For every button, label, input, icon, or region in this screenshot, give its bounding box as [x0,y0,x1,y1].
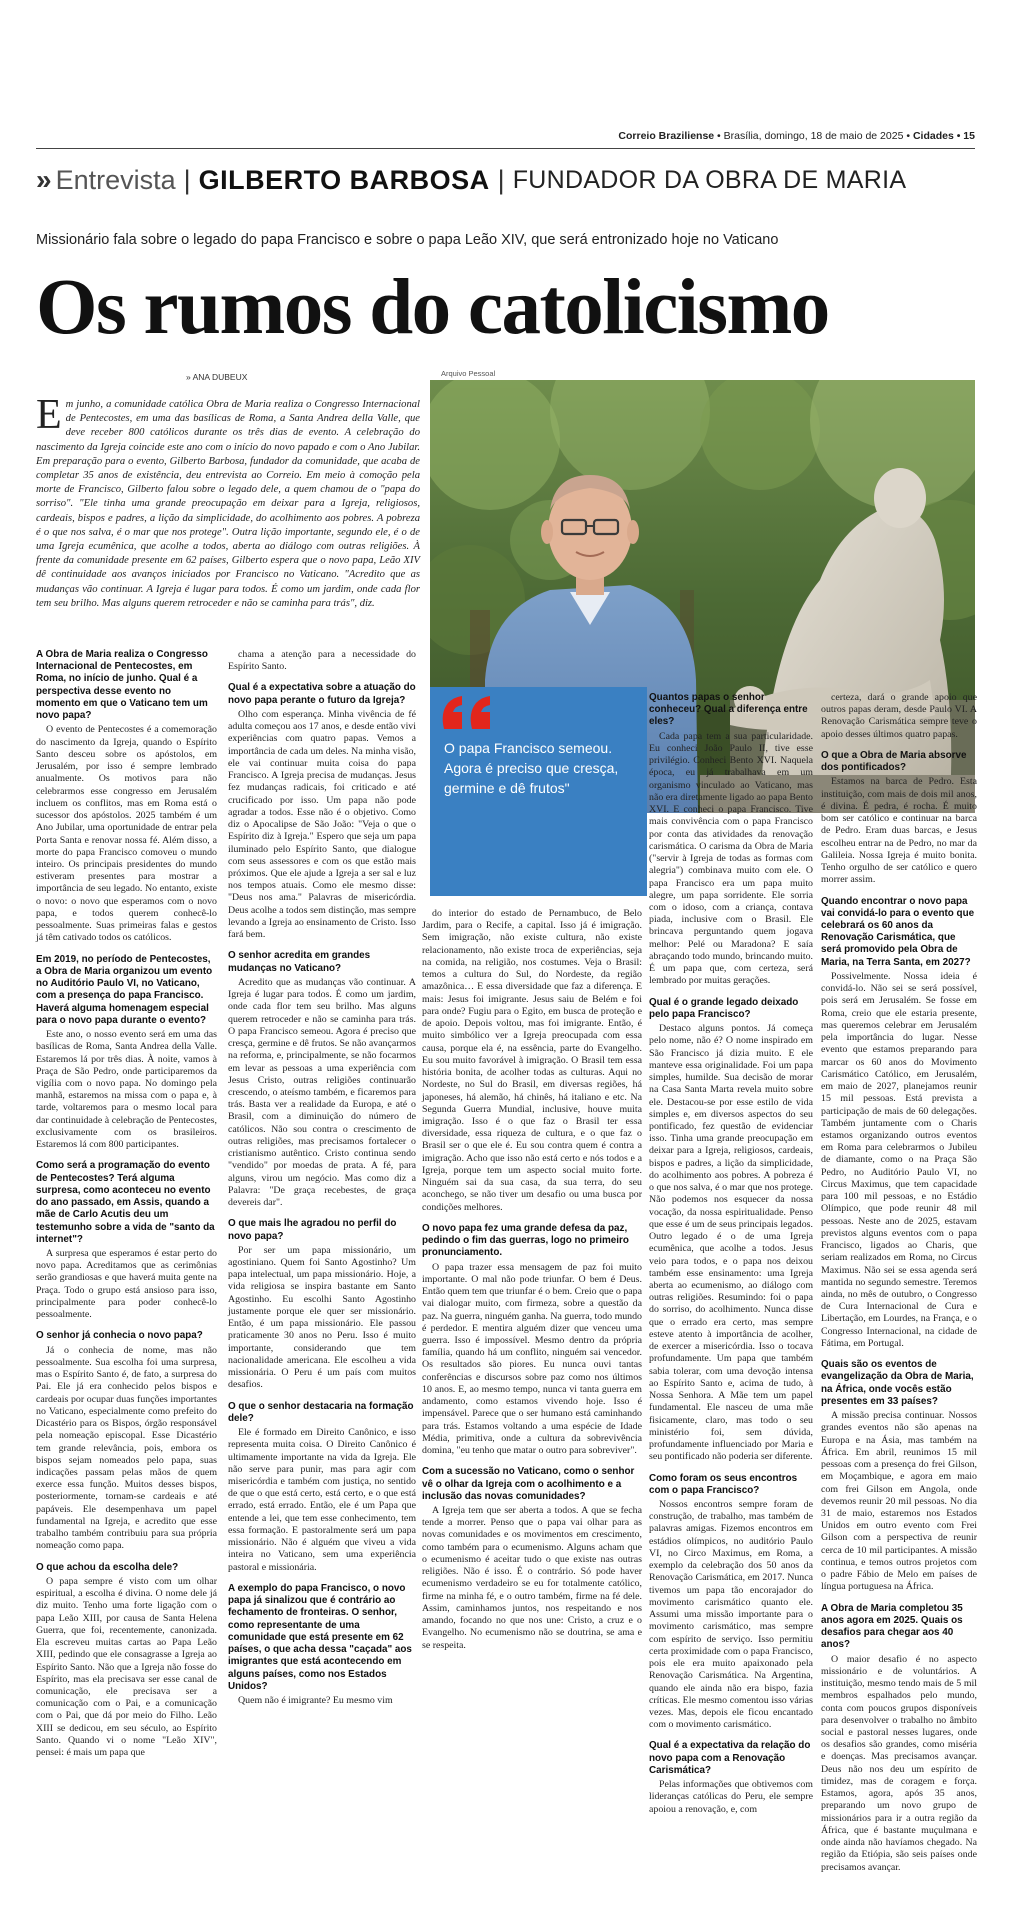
interview-question: A exemplo do papa Francisco, o novo papa já sinalizou que é contrário ao fechamento de fronteiras. O senhor, como representante de uma comunidade que está presente em 62 países, o que acha dessa "caçada" aos imigrantes que está acontecendo em alguns países, como nos Estados Unidos? [228,1582,412,1692]
interview-question: A Obra de Maria realiza o Congresso Internacional de Pentecostes, em Roma, no início de junho. Qual é a perspectiva desse evento no momento em que o Vaticano tem um novo papa? [36,649,208,722]
section-line [36,161,906,199]
interview-answer: certeza, dará o grande apoio que outros papas deram, desde Paulo VI. A Renovação Carismática sempre teve o apoio desses últimos quatro papas. [821,692,977,740]
quote-mark-icon [438,693,498,733]
section-kicker: Entrevista [55,164,176,195]
drop-cap: E [36,392,62,438]
interview-answer: Pelas informações que obtivemos com lideranças católicas do Peru, ele sempre apoiou a renovação, e, com [649,1779,813,1815]
lead-text: m junho, a comunidade católica Obra de Maria realiza o Congresso Internacional de Pentecostes, em uma das basílicas de Roma, a Santa Andrea della Valle, que deve receber 800 católicos durante os três dias de evento. A celebração do nascimento da Igreja coincide este ano com o início do novo papado e com o Ano Jubilar. Em preparação para o evento, Gilberto Barbosa, fundador da comunidade, que acaba de completar 35 anos de existência, deu entrevista ao Correio. Em meio à comoção pela morte de Francisco, Gilberto falou sobre o legado dele, a quem chamou de o "papa do sorriso". "Ele tinha uma grande preocupação em deixar para a Igreja, religiosos, cardeais, bispos e padres, a lição da simplicidade, do acolhimento aos pobres. A pobreza é o que nos salva, é o mar que nos protege". Outra lição importante, segundo ele, é o de uma Igreja ecumênica, que acolhe a todos, aberta ao diálogo com outras religiões. À frente da comunidade presente em 62 países, Gilberto espera que o novo papa, Leão XIV dê continuidade aos avanços iniciados por Francisco no Vaticano. "Acredito que as mudanças vão continuar. A Igreja é lugar para todos. É como um jardim, onde cada flor tem seu brilho. Mas alguns querem retroceder e não se caminha para trás", diz. [36,399,420,609]
body-column-1 [36,649,217,1759]
interview-question: O senhor acredita em grandes mudanças no Vaticano? [228,950,371,974]
interview-question: Quando encontrar o novo papa vai convidá-lo para o evento que celebrará os 60 anos da Renovação Carismática, que será promovido pela Obra de Maria, na Terra Santa, em 2027? [821,895,975,968]
interview-answer: Por ser um papa missionário, um agostiniano. Quem foi Santo Agostinho? Um papa intelectual, um papa missionário. Hoje, a vida religiosa se inspira bastante em Santo Agostinho. Eu escolhi Santo Agostinho justamente porque ele quer ser missionário. Então, é um papa missionário. Ele passou praticamente 30 anos no Peru. Isso é muito importante, considerando que tem nacionalidade americana. Ele escolheu a vida missionária. O Peru é um país com muitos desafios. [228,1244,416,1391]
interview-answer: Quem não é imigrante? Eu mesmo vim [238,1694,393,1706]
headline: Os rumos do catolicismo [36,264,829,351]
interview-question: Como será a programação do evento de Pentecostes? Terá alguma surpresa, como aconteceu no evento do ano passado, em Assis, quando a mãe de Carlo Acutis deu um testemunho sobre a vida de "santo da internet"? [36,1160,215,1245]
interview-answer: Este ano, o nosso evento será em uma das basílicas de Roma, Santa Andrea della Valle. Estaremos lá por três dias. À noite, vamos à Praça de São Pedro, onde participaremos da vigília com o novo papa. No domingo pela manhã, estaremos na missa com o papa e, à tarde, voltaremos para o mesmo local para dar continuidade à celebração de Pentecostes, exclusivamente com os brasileiros. Estaremos lá com 800 participantes. [36,1029,217,1151]
byline: » ANA DUBEUX [186,372,248,382]
interview-answer: chama a atenção para a necessidade do Espírito Santo. [228,649,416,673]
body-column-2 [228,649,416,1707]
page-number: • 15 [953,130,975,142]
running-head [618,130,975,142]
interview-answer: Acredito que as mudanças vão continuar. A Igreja é lugar para todos. É como um jardim, onde cada flor tem seu brilho. Mas alguns querem retroceder e não se caminha para trás. O papa Francisco semeou. Agora é preciso que cresça, germine e dê frutos. Se não avançarmos na reforma, e, principalmente, se não focarmos em levar as pessoas a uma experiência com Jesus Cristo, outras religiões continuarão crescendo, o ateísmo também, e ficaremos para trás. Basta ver a realidade da Europa, e até o Brasil, com a diminuição do número de católicos. Não sou contra o crescimento de outras religiões, mas precisamos fortalecer o cristianismo autêntico. Cristo continua sendo "vendido" por moedas de prata. A fé, para alguns, virou um negócio. Mas como diz a Palavra: "De graça recebestes, de graça devereis dar". [228,976,416,1209]
interview-answer: Possivelmente. Nossa ideia é convidá-lo. Não sei se será possível, pois será em Jerusalém. Se fosse em Roma, creio que ele estaria presente, mas queremos celebrar em Jerusalém pela importância do lugar. Nesse evento que estamos preparando para marcar os 60 anos do Movimento Carismático Católico, em Jerusalém, em maio de 2027, planejamos reunir 15 mil pessoas. Está prevista a participação de mais de 60 delegações. Também juntamente com o Charis estamos organizando outros eventos em Roma para celebrarmos o Jubileu de diamante, como o na Praça São Pedro, no Auditório Paulo VI, no Circus Maximus, que tem capacidade para 100 mil pessoas, e no Estádio Olímpico, que pode reunir 48 mil pessoas. Neste ano de 2025, estavam previstos alguns eventos com o papa Francisco, ligados ao Charis, que seriam realizados em Roma, no Circus Maximus. Não sei se essa agenda será mantida no segundo semestre. Teremos ainda, no mês de outubro, o Congresso de Cura Internacional de Cura e Libertação, em Lourdes, na França, e o Congresso Internacional, na cidade de Fátima, em Portugal. [821,970,977,1349]
interview-answer: O papa trazer essa mensagem de paz foi muito importante. O mal não pode triunfar. O bem é Deus. Então quem tem que triunfar é o bem. Creio que o papa vai dialogar muito, com firmeza, sobre a questão da paz. Na guerra, ninguém ganha. Na guerra, todo mundo é perdedor. E mentira alguém dizer que venceu uma guerra. Isso é impossível. Mesmo dentro da própria família, quando há um conflito, ninguém sai vencedor. Os resultados são piores. Eu nunca ouvi tantas conferências e discursos sobre paz como nos últimos 10 anos. E, ao mesmo tempo, nunca vi tanta guerra em andamento, como estamos vivendo hoje. Isso é impensável. Parece que o ser humano está caminhando para trás. Estamos voltando a uma espécie de Idade Média, primitiva, onde a cultura da sobrevivência domina, "eu tenho que matar o outro para sobreviver". [422,1261,642,1457]
interview-question: O que achou da escolha dele? [36,1561,179,1573]
interviewee-name: GILBERTO BARBOSA [198,164,490,195]
interview-question: O senhor já conhecia o novo papa? [36,1330,203,1342]
interview-answer: O maior desafio é no aspecto missionário e de voluntários. A instituição, mesmo tendo mais de 5 mil membros espalhados pelo mundo, conta com poucos grupos disponíveis para desenvolver o trabalho no âmbito social e pastoral nesses lugares, onde os desafios são grandes, como miséria e doenças. Mas precisamos avançar. Deus não nos deu um espírito de timidez, mas de coragem e força. Estamos, agora, após 35 anos, preparando um novo grupo de missionários para ir a outra região da África, que é bastante muçulmana e onde ainda não havíamos chegado. Na região da Etiópia, são seis países onde precisamos avançar. [821,1653,977,1873]
section-arrow-icon: » [36,164,46,195]
body-column-4 [649,692,813,1816]
section-name: Cidades [912,130,954,142]
newspaper-name: Correio Braziliense [618,130,715,142]
interview-answer: O evento de Pentecostes é a comemoração do nascimento da Igreja, quando o Espírito Santo desceu sobre os apóstolos, em Jerusalém, por isso é sempre lembrado anualmente. Os motivos para não celebrarmos esse congresso em Jerusalém incluem os conflitos, mas em Roma está o sucessor dos apóstolos. 2025 também é um Ano Jubilar, uma oportunidade de entrar pela Porta Santa e renovar nossa fé. Além disso, a morte do papa Francisco comoveu o mundo inteiro. Os principais presidentes do mundo estiveram presentes para mostrar a importância de seu legado. No entanto, existe o novo: o novo que esperamos com o novo papa, e todos querem conhecê-lo pessoalmente. Suas primeiras falas e gestos já têm cativado todos os católicos. [36,724,217,944]
interview-answer: Destaco alguns pontos. Já começa pelo nome, não é? O nome inspirado em São Francisco já dizia muito. E ele manteve essa originalidade. Foi um papa simples, humilde. Sua decisão de morar na Casa Santa Marta revela muito sobre ele. Destacou-se por esse estilo de vida simples e, em diversos aspectos do seu pontificado, fez questão de evidenciar isso. Tinha uma grande preocupação em deixar para a Igreja, religiosos, cardeais, bispos e padres, a lição da simplicidade, do acolhimento aos pobres. A pobreza é o que nos salva, é o mar que nos protege. Não podemos nos esquecer da nossa vocação, da nossa espiritualidade. Penso que esse é um de seus principais legados. Outro legado é o de uma Igreja ecumênica, que acolhe a todos. Jesus veio para todos, e o papa nos deixou também esse ensinamento: uma Igreja aberta ao ecumenismo, ao diálogo com outras religiões. Resumindo: foi o papa do sorriso, do acolhimento. Nunca disse que o errado era certo, mas sempre esteve atento à importância de acolher, de exercer a misericórdia. Isso o tocava profundamente. Um papa que também sabia tolerar, com uma devoção intensa ao Espírito Santo e, acima de tudo, à Nossa Senhora. A Mãe tem um papel fundamental. Ele nasceu de uma mãe fisicamente, claro, mas todo o seu ministério foi, sem dúvida, profundamente influenciado por Maria e seu pontificado não poderia ser diferente. [649,1023,813,1463]
interview-answer: A surpresa que esperamos é estar perto do novo papa. Acreditamos que as cerimônias serão grandiosas e que haverá muita gente na Praça. Todo o grupo está ansioso para isso, principalmente para poder conhecê-lo pessoalmente. [36,1248,217,1321]
lead-paragraph [36,392,420,611]
interview-answer: A Igreja tem que ser aberta a todos. A que se fecha tende a morrer. Penso que o papa vai olhar para as novas comunidades e os movimentos em crescimento, como também para o ecumenismo. Alguns acham que o ecumenismo é aceitar tudo o que existe nas outras religiões. Não é isso. É o contrário. Só pode haver ecumenismo verdadeiro se eu for totalmente católico, firme na minha fé, e o outro também, firme na fé dele. Assim, caminhamos juntos, nos respeitando e nos amando, focando no que nos une: Cristo, a cruz e o Evangelho. No ecumenismo não se doutrina, se ama e se respeita. [422,1505,642,1651]
section-divider: | [183,164,191,195]
pull-quote [430,687,647,896]
interview-answer: A missão precisa continuar. Nossos grandes eventos não são apenas na Europa e na Ásia, mas também na África. Em abril, reunimos 15 mil pessoas com a presença do frei Gilson, em Moçambique, e agora em maio com frei Gilson em Angola, onde devemos reunir 20 mil pessoas. No dia 31 de maio, estaremos nos Estados Unidos em outro evento com Frei Gilson com a perspectiva de reunir cerca de 10 mil participantes. A missão continua, e temos outros projetos com o padre Fábio de Melo em países de língua portuguesa na África. [821,1410,977,1593]
interview-answer: Estamos na barca de Pedro. Esta instituição, com mais de dois mil anos, é divina. É pedra, é rocha. É muito bom ser católico e continuar na barca de Pedro. Eram duas barcas, e Jesus escolheu entrar na de Pedro, no mar da Galileia. Nossa Igreja é muito bonita. Tenho orgulho de ser católico e quero morrer assim. [821,776,977,886]
body-column-5 [821,692,977,1874]
interview-answer: Nossos encontros sempre foram de construção, de trabalho, mas também de palavras amigas. Fizemos encontros em estádios olímpicos, no auditório Paulo VI, no Circo Maximus, em Roma, a exemplo da celebração dos 50 anos da Renovação Carismática, em 2017. Nunca tivemos um papa tão encorajador do movimento carismático quanto ele. Assumi uma missão importante para o movimento carismático, mas sempre com espírito de serviço. Isso permitiu certa proximidade com o papa Francisco, pois ele era muito apaixonado pela Renovação Carismática. Na Argentina, quando ele ainda não era bispo, fazia críticas. Ele mesmo comentou isso várias vezes. Mas, depois ele ficou encantado com o movimento carismático. [649,1499,813,1731]
pull-quote-text: O papa Francisco semeou. Agora é preciso que cresça, germine e dê frutos" [444,740,619,796]
header-rule [36,148,975,149]
interview-question: Quantos papas o senhor conheceu? Qual a diferença entre eles? [649,692,808,728]
body-column-3 [422,908,642,1652]
interview-question: Qual é a expectativa sobre a atuação do novo papa perante o futuro da Igreja? [228,682,416,706]
interview-question: O que mais lhe agradou no perfil do novo papa? [228,1218,397,1242]
interviewee-role: FUNDADOR DA OBRA DE MARIA [512,165,907,194]
photo-credit: Arquivo Pessoal [441,369,496,378]
dateline: • Brasília, domingo, 18 de maio de 2025 • [714,130,913,142]
interview-question: O que a Obra de Maria absorve dos pontificados? [821,749,967,774]
interview-answer: Já o conhecia de nome, mas não pessoalmente. Sua escolha foi uma surpresa, mas o Espírito Santo é, de fato, a surpresa do Pai. Ele já era conhecido pelos bispos e cardeais por ocupar duas funções importantes no Vaticano, especialmente como prefeito do Dicastério para os Bispos, órgão responsável pela nomeação episcopal. Esse Dicastério tem grande relevância, pois, embora os bispos sejam nomeados pelo papa, suas indicações passam pelas mãos de quem exerce essa função. Muitos desses bispos, posteriormente, tornam-se cardeais e até papáveis. Ele desempenhava um papel fundamental na Igreja, e acredito que esse trabalho também contribuiu para sua própria nomeação como papa. [36,1344,217,1552]
interview-answer: do interior do estado de Pernambuco, de Belo Jardim, para o Recife, a capital. Isso já é imigração. Sem imigração, não existe cultura, não existe relacionamento, não existe troca de experiências, seja na comida, na religião, nos costumes. Veja o Brasil: temos a cultura do Sul, do Nordeste, da região amazônica… E essa diversidade que faz a diferença. E mais: Jesus foi imigrante. Jesus saiu de Belém e foi para onde? Fugiu para o Egito, em busca de proteção e de apoio. Depois voltou, mas foi imigrante. Então, é muito simbólico ver a Igreja preocupada com essa causa, porque ela é, na essência, parte do Evangelho. Eu sou muito favorável à imigração. O Brasil tem essa história bonita, de acolher todas as culturas. Aqui no Nordeste, no Sul do Brasil, em diversas regiões, há japoneses, há alemão, há chinês, há italiano e etc. Na Segunda Guerra Mundial, inclusive, houve muita imigração. Isso é o que faz o Brasil ter essa diversidade, essa riqueza de cultura, e o que faz o Brasil ser o que ele é. Eu sou contra quem é contra a imigração. Acho que isso não está certo e nós todos e a Igreja, porque tem um aspecto social muito forte. Ninguém sai da sua casa, da sua terra, do seu aconchego, se não tiver um desafio ou uma busca por condições melhores. [422,908,642,1213]
interview-question: O que o senhor destacaria na formação dele? [228,1400,414,1424]
interview-question: O novo papa fez uma grande defesa da paz, pedindo o fim das guerras, logo no primeiro pronunciamento. [422,1222,629,1259]
interview-answer: O papa sempre é visto com um olhar espiritual, a escolha é divina. O nome dele já diz muito. Tenho uma forte ligação com o papa Leão XIII, por causa de Santa Helena Guerra, que foi, recentemente, canonizada. Ela escreveu muitas cartas ao Papa Leão XIII, pedindo que ele consagrasse a Igreja ao Espírito Santo. Não que a Igreja não fosse do Espírito, mas ela precisava ser esse canal de comunicação, ele precisava ser a comunicação com o Pai, e a comunicação com o Pai, que dá por meio do Filho. Leão XIII se dedicou, em seu século, ao Espírito Santo. Quando vi o nome "Leão XIV", pensei: é mais um papa que [36,1575,217,1759]
interview-question: A Obra de Maria completou 35 anos agora em 2025. Quais os desafios para chegar aos 40 anos? [821,1602,963,1651]
interview-answer: Cada papa tem a sua particularidade. Eu conheci João Paulo II, tive esse privilégio. Conheci Bento XVI. Naquela época, eu já trabalhava em um organismo vinculado ao Vaticano, mas não era diretamente ligado ao papa Bento XVI. E conheci o papa Francisco. Tive mais convivência com o papa Francisco por conta das atividades da renovação carismática. O carisma da Obra de Maria ("servir à Igreja de todas as formas com alegria") combinava muito com ele. O papa Francisco era um papa muito alegre, um papa sorridente. Ele sorria com o idoso, com a criança, contava piada, inclusive com o Brasil. Ele brincava perguntando quem jogava melhor: Pelé ou Maradona? E saía abraçando todo mundo, brincando muito. É um papa que, com certeza, será lembrado por muitas gerações. [649,730,813,987]
interview-question: Como foram os seus encontros com o papa Francisco? [649,1472,798,1496]
interview-question: Quais são os eventos de evangelização da Obra de Maria, na África, onde vocês estão presentes em 33 países? [821,1359,974,1407]
interview-answer: Ele é formado em Direito Canônico, e isso representa muita coisa. O Direito Canônico é ultimamente importante na vida da Igreja. Ele não serve para punir, mas para agir com misericórdia e também com justiça, no sentido de que o que está certo, está certo, e o que está errado, está errado. Então, ele é um Papa que entende a lei, que tem esse conhecimento, tem essa formação. E pastoralmente será um papa missionário. Não é alguém que viveu a vida inteira no Vaticano, sem uma experiência pastoral e missionária. [228,1427,416,1573]
section-divider: | [497,164,505,195]
deck: Missionário fala sobre o legado do papa Francisco e sobre o papa Leão XIV, que será entronizado hoje no Vaticano [36,232,779,248]
interview-question: Em 2019, no período de Pentecostes, a Obra de Maria organizou um evento no Auditório Paulo VI, no Vaticano, com a presença do papa Francisco. Haverá alguma homenagem especial para o novo papa durante o evento? [36,953,213,1026]
interview-question: Qual é o grande legado deixado pelo papa Francisco? [649,996,799,1020]
interview-answer: Olho com esperança. Minha vivência de fé adulta começou aos 17 anos, e desde então vivi experiências com quatro papas. Vemos a importância de cada um deles. Na minha visão, ele vai continuar muita coisa do papa Francisco. A Igreja precisa de mudanças. Jesus fez mudanças radicais, foi criticado e até crucificado por isso. Um papa não pode agradar a todos. Esse não é o objetivo. Como diz o Apocalipse de São João: "Veja o que o Espírito diz à Igreja." Espero que seja um papa iluminado pelo Espírito Santo, que dialogue com seus assessores e com os que estão mais próximos. Que ele ajude a Igreja a ser sal e luz nos tempos atuais. Como ele mesmo disse: "Deus nos ama." Palavras de misericórdia. Deus acolhe a todos sem distinção, mas sempre levando a Igreja ao ensinamento de Cristo. Isso fará bem. [228,708,416,941]
interview-question: Qual é a expectativa da relação do novo papa com a Renovação Carismática? [649,1740,811,1776]
interview-question: Com a sucessão no Vaticano, como o senhor vê o olhar da Igreja com o acolhimento e a inclusão das novas comunidades? [422,1466,635,1502]
